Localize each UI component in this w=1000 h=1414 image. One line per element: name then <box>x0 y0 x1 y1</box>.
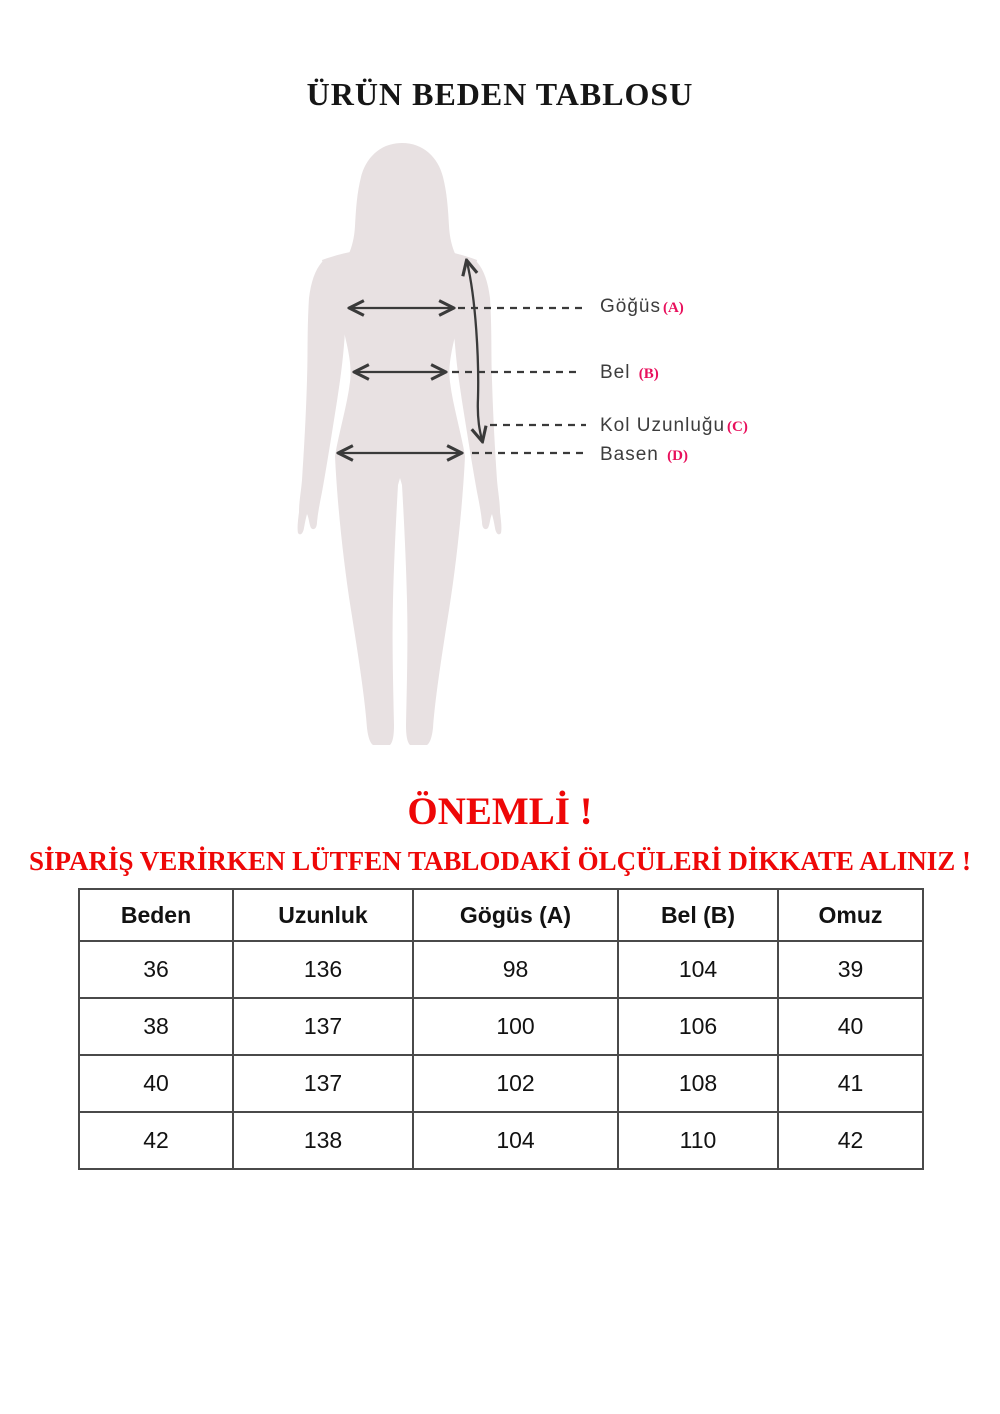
table-cell: 108 <box>618 1055 778 1112</box>
header-omuz: Omuz <box>778 889 923 941</box>
table-cell: 137 <box>233 1055 413 1112</box>
header-bel: Bel (B) <box>618 889 778 941</box>
table-row <box>79 998 923 1055</box>
label-waist <box>600 362 659 384</box>
table-cell: 41 <box>778 1055 923 1112</box>
size-table-header-row <box>79 889 923 941</box>
table-cell: 39 <box>778 941 923 998</box>
label-hip-text: Basen <box>600 444 666 465</box>
size-table <box>78 888 924 1170</box>
table-cell: 38 <box>79 998 233 1055</box>
table-cell: 136 <box>233 941 413 998</box>
table-cell: 102 <box>413 1055 618 1112</box>
label-arm-length-code: (C) <box>727 419 748 435</box>
label-hip <box>600 444 688 466</box>
table-row <box>79 1055 923 1112</box>
table-cell: 42 <box>778 1112 923 1169</box>
table-cell: 138 <box>233 1112 413 1169</box>
header-uzunluk: Uzunluk <box>233 889 413 941</box>
order-warning-text: SİPARİŞ VERİRKEN LÜTFEN TABLODAKİ ÖLÇÜLERİ DİKKATE ALINIZ ! <box>29 846 971 876</box>
table-cell: 104 <box>413 1112 618 1169</box>
table-cell: 36 <box>79 941 233 998</box>
arm-length-arrow <box>467 262 482 440</box>
table-cell: 42 <box>79 1112 233 1169</box>
label-arm-length <box>600 415 748 437</box>
table-row <box>79 1112 923 1169</box>
measurement-arrows-icon <box>280 140 600 760</box>
label-arm-length-text: Kol Uzunluğu <box>600 415 726 436</box>
table-cell: 137 <box>233 998 413 1055</box>
table-row <box>79 941 923 998</box>
label-chest-code: (A) <box>662 300 684 316</box>
table-cell: 106 <box>618 998 778 1055</box>
label-waist-code: (B) <box>638 366 659 382</box>
table-cell: 40 <box>79 1055 233 1112</box>
table-cell: 110 <box>618 1112 778 1169</box>
table-cell: 40 <box>778 998 923 1055</box>
important-heading: ÖNEMLİ ! <box>407 790 593 833</box>
page-title: ÜRÜN BEDEN TABLOSU <box>306 76 694 112</box>
label-hip-code: (D) <box>667 448 688 464</box>
table-cell: 100 <box>413 998 618 1055</box>
table-cell: 104 <box>618 941 778 998</box>
label-chest-text: Göğüs <box>600 296 661 317</box>
header-gogus: Gögüs (A) <box>413 889 618 941</box>
table-cell: 98 <box>413 941 618 998</box>
header-beden: Beden <box>79 889 233 941</box>
label-waist-text: Bel <box>600 362 637 383</box>
label-chest <box>600 296 684 318</box>
